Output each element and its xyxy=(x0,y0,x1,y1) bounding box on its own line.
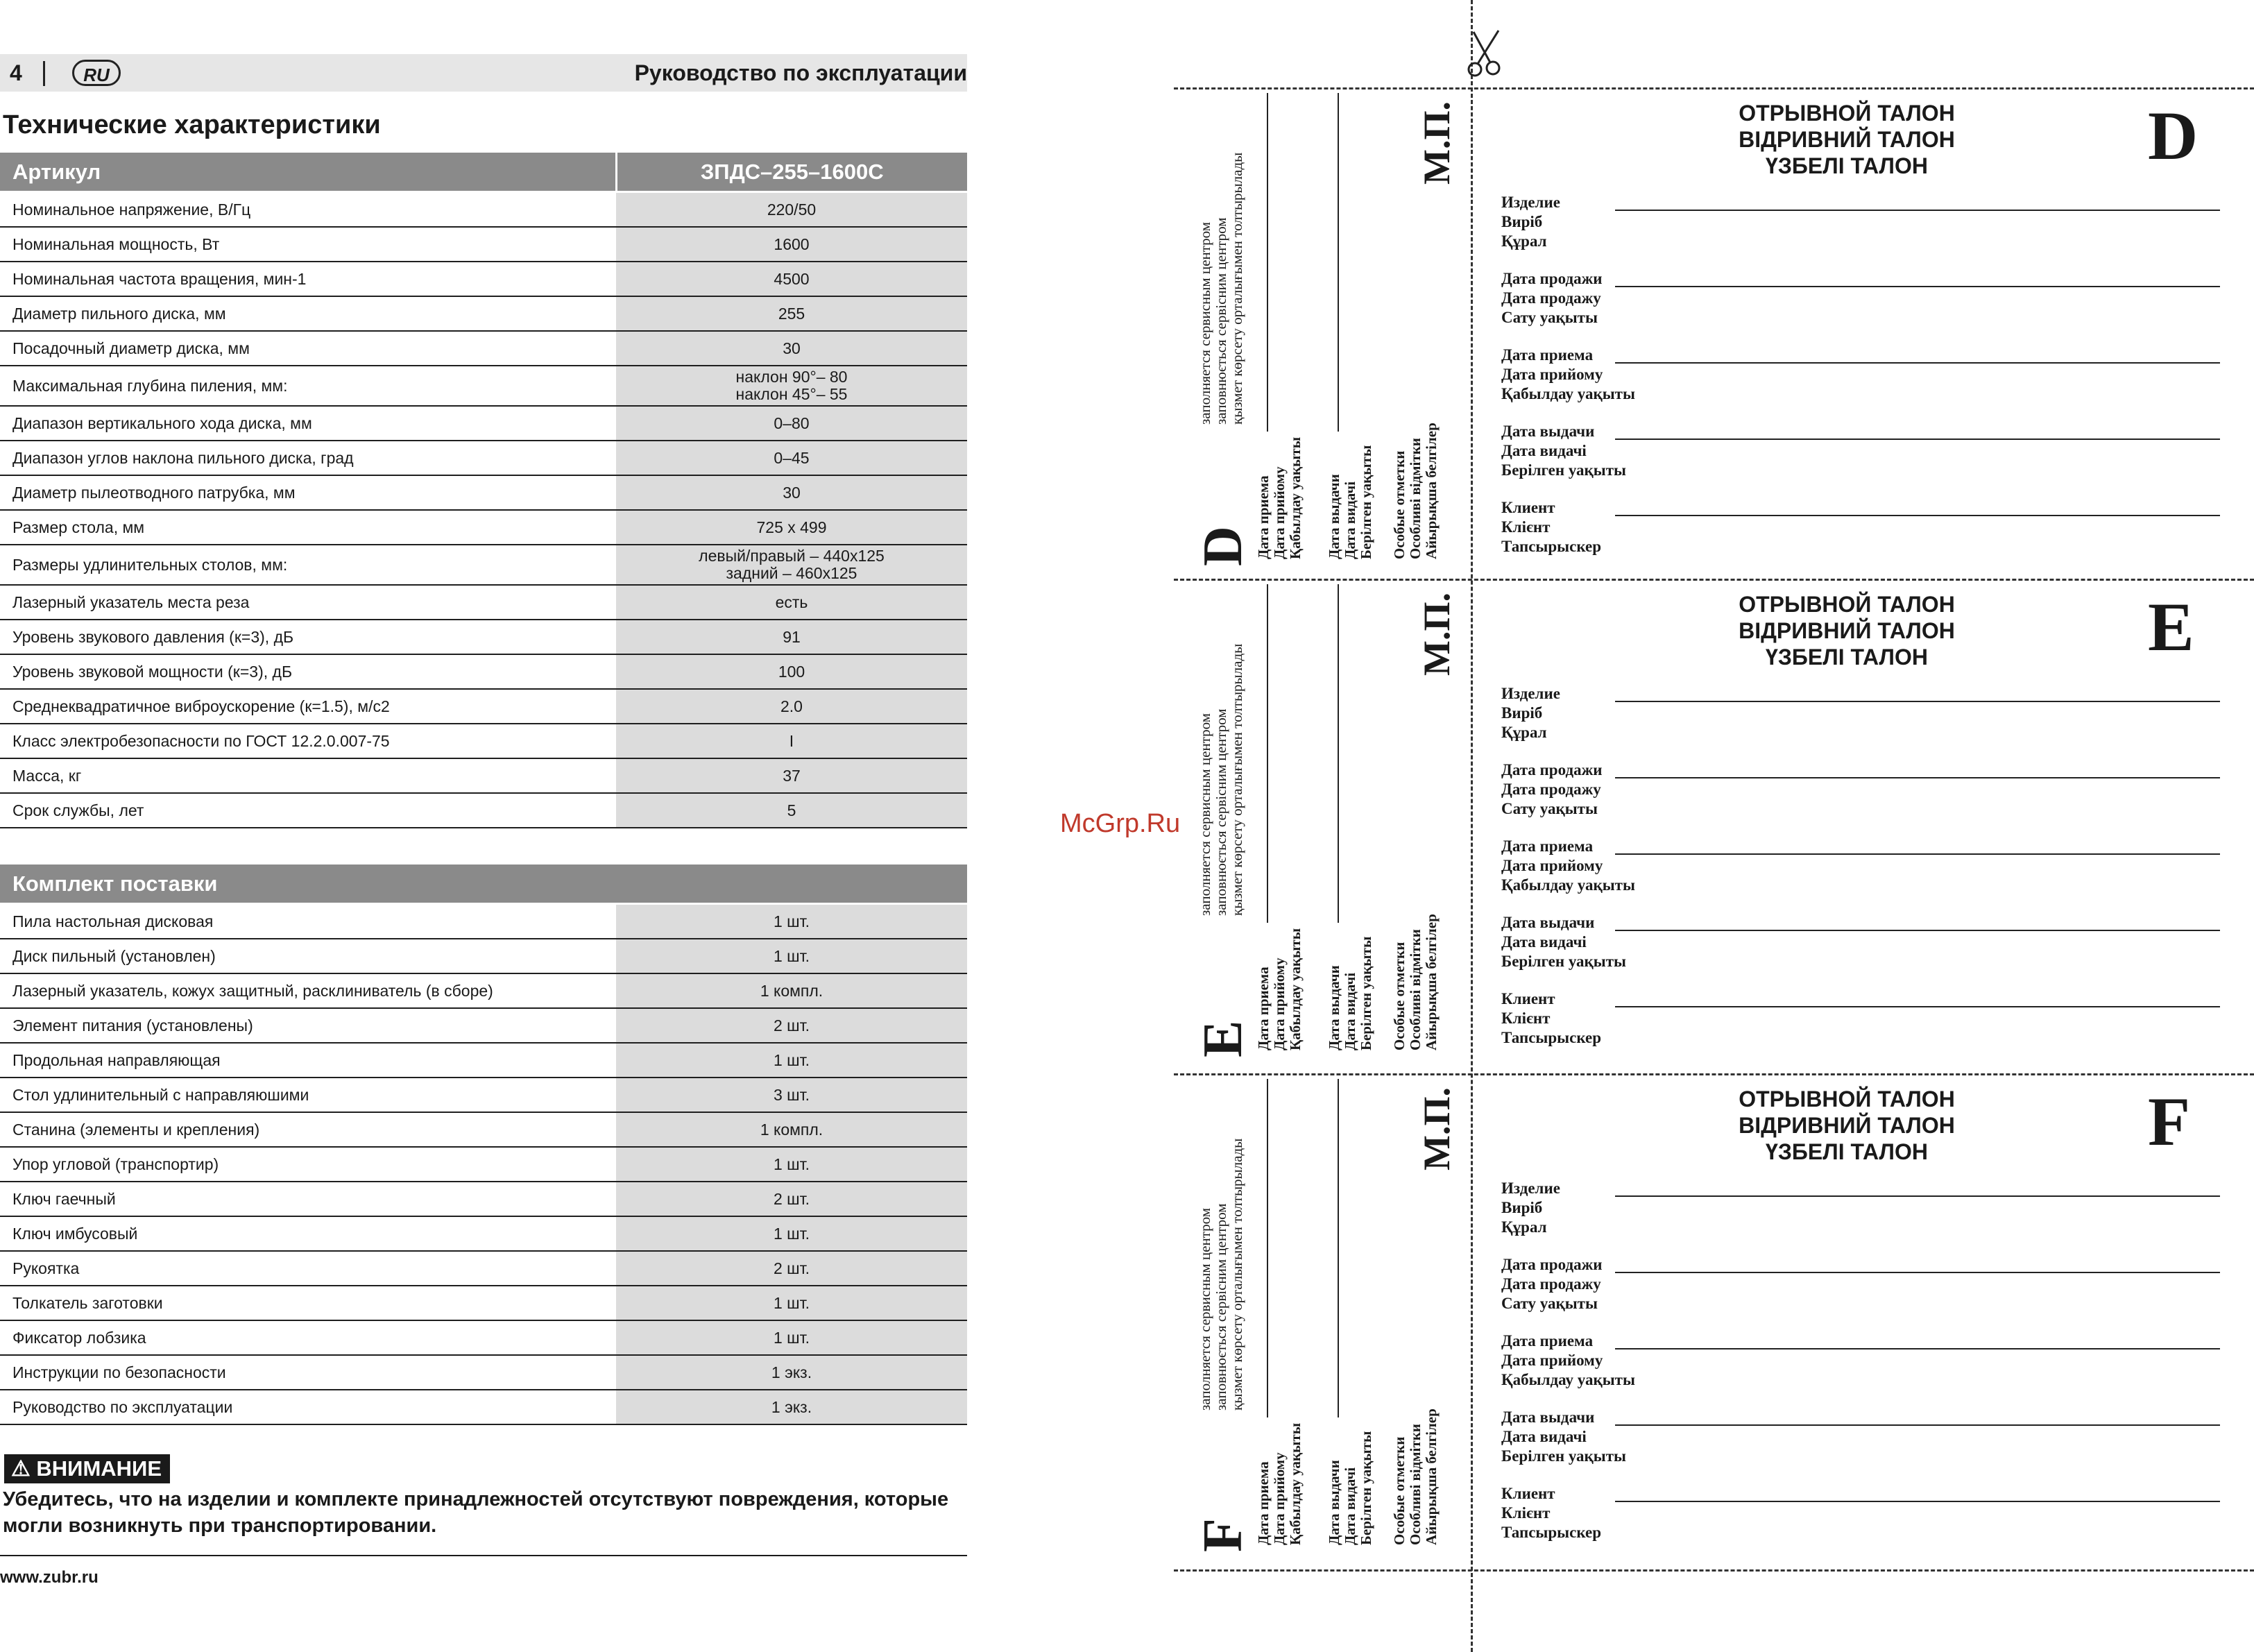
coupon-field-label: Дата приема xyxy=(1501,346,1594,364)
stub-service-note xyxy=(1197,153,1245,425)
coupon-field-label: Құрал xyxy=(1501,1218,1547,1236)
kit-value: 1 шт. xyxy=(616,1147,967,1182)
stub-line-recv xyxy=(1267,93,1268,432)
spec-row xyxy=(0,758,967,793)
coupon-field-label: Берілген уақыты xyxy=(1501,1447,1627,1465)
kit-label: Элемент питания (установлены) xyxy=(0,1008,616,1043)
spec-row xyxy=(0,585,967,620)
specs-head-article: Артикул xyxy=(0,153,616,192)
coupon-field-label: Дата продажу xyxy=(1501,781,1601,798)
coupon-letter: E xyxy=(2148,588,2194,665)
coupon-field-label: Виріб xyxy=(1501,704,1543,722)
spec-label: Диаметр пильного диска, мм xyxy=(0,296,616,331)
stub-issue-labels xyxy=(1326,1431,1374,1545)
spec-value: 37 xyxy=(616,758,967,793)
coupon-field-line xyxy=(1615,1006,2220,1007)
spec-label: Класс электробезопасности по ГОСТ 12.2.0.007-75 xyxy=(0,724,616,758)
coupon-field-label: Клієнт xyxy=(1501,1504,1551,1522)
spec-label: Диапазон углов наклона пильного диска, град xyxy=(0,441,616,475)
stub-service-line: қызмет көрсету орталығымен толтырылады xyxy=(1229,152,1245,425)
stub-service-line: қызмет көрсету орталығымен толтырылады xyxy=(1229,1138,1245,1411)
kit-label: Фиксатор лобзика xyxy=(0,1320,616,1355)
coupon-field-line xyxy=(1615,1348,2220,1349)
spec-row xyxy=(0,793,967,828)
spec-label: Размеры удлинительных столов, мм: xyxy=(0,545,616,585)
warning-triangle-icon: ⚠ xyxy=(11,1456,37,1481)
coupon-field-label: Құрал xyxy=(1501,724,1547,741)
kit-label: Инструкции по безопасности xyxy=(0,1355,616,1390)
coupon-field-label: Дата продажи xyxy=(1501,761,1603,778)
spec-label: Масса, кг xyxy=(0,758,616,793)
spec-row xyxy=(0,689,967,724)
kit-value: 1 шт. xyxy=(616,1216,967,1251)
spec-label: Посадочный диаметр диска, мм xyxy=(0,331,616,366)
kit-row xyxy=(0,973,967,1008)
specs-section-title: Технические характеристики xyxy=(3,110,381,139)
kit-label: Станина (элементы и крепления) xyxy=(0,1112,616,1147)
stub-service-line: заполняется сервисным центром xyxy=(1197,221,1213,425)
language-badge: RU xyxy=(72,60,121,86)
kit-value: 1 компл. xyxy=(616,1112,967,1147)
coupon-field-label: Берілген уақыты xyxy=(1501,953,1627,970)
kit-label: Толкатель заготовки xyxy=(0,1286,616,1320)
coupon-field-label: Дата видачі xyxy=(1501,1428,1587,1445)
coupon-field-label: Қабылдау уақыты xyxy=(1501,1371,1635,1388)
coupon-field-label: Құрал xyxy=(1501,232,1547,250)
coupon-field xyxy=(1501,498,1601,556)
kit-label: Ключ гаечный xyxy=(0,1182,616,1216)
coupon-field xyxy=(1501,422,1626,480)
kit-label: Диск пильный (установлен) xyxy=(0,939,616,973)
stub-service-line: заповнюється сервісним центром xyxy=(1213,708,1229,916)
stub-issue-line: Дата видачі xyxy=(1342,972,1358,1050)
spec-value: 255 xyxy=(616,296,967,331)
stub-issue-labels xyxy=(1326,445,1374,559)
specs-head-model: ЗПДС–255–1600С xyxy=(616,153,967,192)
stub-service-line: заполняется сервисным центром xyxy=(1197,1207,1213,1411)
spec-row xyxy=(0,654,967,689)
coupon-field-label: Клієнт xyxy=(1501,518,1551,536)
spec-value: 5 xyxy=(616,793,967,828)
coupon-field-label: Виріб xyxy=(1501,213,1543,230)
stub-issue-line: Дата видачі xyxy=(1342,481,1358,559)
coupon-field-label: Клиент xyxy=(1501,990,1555,1007)
stub-issue-line: Берілген уақыты xyxy=(1358,445,1374,559)
kit-value: 1 шт. xyxy=(616,1043,967,1078)
coupon-field-line xyxy=(1615,210,2220,211)
coupon-title-line: ҮЗБЕЛІ ТАЛОН xyxy=(1766,645,1928,670)
coupon-field-label: Виріб xyxy=(1501,1199,1543,1216)
spec-label: Диапазон вертикального хода диска, мм xyxy=(0,406,616,441)
coupon-field-label: Қабылдау уақыты xyxy=(1501,385,1635,402)
kit-row xyxy=(0,1286,967,1320)
coupon-field-line xyxy=(1615,777,2220,778)
stub-notes-line: Особливі відмітки xyxy=(1407,1424,1424,1545)
coupon-field xyxy=(1501,193,1560,251)
coupon-title-line: ОТРЫВНОЙ ТАЛОН xyxy=(1739,592,1955,617)
spec-row xyxy=(0,620,967,654)
warning-label-text: ВНИМАНИЕ xyxy=(36,1456,162,1481)
stub-recv-line: Дата прийому xyxy=(1271,957,1288,1050)
coupon-title-line: ҮЗБЕЛІ ТАЛОН xyxy=(1766,153,1928,178)
stub-notes-labels xyxy=(1392,1408,1440,1545)
coupon-title-line: ВІДРИВНИЙ ТАЛОН xyxy=(1739,127,1955,152)
kit-head: Комплект поставки xyxy=(0,865,967,904)
stub-stamp-mark: М.П. xyxy=(1416,593,1458,676)
scissors-icon xyxy=(1465,26,1514,82)
kit-row xyxy=(0,1355,967,1390)
stub-line-recv xyxy=(1267,584,1268,923)
spec-value: 91 xyxy=(616,620,967,654)
spec-row xyxy=(0,724,967,758)
kit-row xyxy=(0,1008,967,1043)
coupon-field-label: Берілген уақыты xyxy=(1501,461,1627,479)
stub-notes-line: Особые отметки xyxy=(1391,450,1408,559)
coupon-field-label: Тапсырыскер xyxy=(1501,538,1602,555)
spec-value: 2.0 xyxy=(616,689,967,724)
kit-row xyxy=(0,1390,967,1424)
coupon-field-line xyxy=(1615,362,2220,364)
stub-recv-line: Дата прийому xyxy=(1271,1452,1288,1545)
stub-recv-line: Қабылдау уақыты xyxy=(1287,436,1304,559)
spec-value: I xyxy=(616,724,967,758)
stub-recv-line: Дата приема xyxy=(1255,475,1272,559)
specs-table xyxy=(0,153,967,828)
stub-notes-line: Айырықша белгілер xyxy=(1423,914,1440,1050)
spec-label: Максимальная глубина пиления, мм: xyxy=(0,366,616,406)
stub-letter: E xyxy=(1193,1020,1254,1057)
kit-row xyxy=(0,939,967,973)
coupon-field-line xyxy=(1615,1501,2220,1502)
stub-stamp-mark: М.П. xyxy=(1416,101,1458,185)
coupon-field-line xyxy=(1615,853,2220,855)
coupon-stub xyxy=(1179,87,1471,566)
kit-label: Ключ имбусовый xyxy=(0,1216,616,1251)
coupon-title-line: ОТРЫВНОЙ ТАЛОН xyxy=(1739,101,1955,126)
stub-notes-line: Особливі відмітки xyxy=(1407,929,1424,1050)
stub-letter: F xyxy=(1193,1518,1254,1552)
coupon-field-label: Дата прийому xyxy=(1501,1352,1603,1369)
kit-value: 1 экз. xyxy=(616,1390,967,1424)
stub-notes-labels xyxy=(1392,914,1440,1050)
coupon-field-label: Дата продажу xyxy=(1501,289,1601,307)
coupon-stub xyxy=(1179,1073,1471,1552)
coupon-field-line xyxy=(1615,438,2220,440)
spec-label: Лазерный указатель места реза xyxy=(0,585,616,620)
stub-recv-labels xyxy=(1256,437,1304,559)
coupon-field-label: Дата продажу xyxy=(1501,1275,1601,1293)
coupon-title xyxy=(1639,1086,2055,1165)
coupon-field-label: Сату уақыты xyxy=(1501,1295,1598,1312)
kit-value: 2 шт. xyxy=(616,1251,967,1286)
spec-value: 1600 xyxy=(616,227,967,262)
stub-notes-line: Особые отметки xyxy=(1391,1436,1408,1545)
kit-row xyxy=(0,1251,967,1286)
spec-row xyxy=(0,331,967,366)
coupon-field xyxy=(1501,913,1626,971)
stub-service-line: заповнюється сервісним центром xyxy=(1213,1203,1229,1411)
kit-label: Пила настольная дисковая xyxy=(0,904,616,939)
coupon-field xyxy=(1501,837,1635,895)
stub-letter: D xyxy=(1193,526,1254,566)
spec-value: 725 х 499 xyxy=(616,510,967,545)
stub-issue-line: Дата видачі xyxy=(1342,1467,1358,1545)
stub-service-line: заповнюється сервісним центром xyxy=(1213,217,1229,425)
stub-issue-line: Дата выдачи xyxy=(1326,965,1342,1050)
vertical-cut-line xyxy=(1471,0,1473,1652)
coupon-title-line: ВІДРИВНИЙ ТАЛОН xyxy=(1739,1113,1955,1138)
stub-stamp-mark: М.П. xyxy=(1416,1087,1458,1170)
spec-row xyxy=(0,227,967,262)
coupon-field xyxy=(1501,1255,1603,1313)
coupon-title xyxy=(1639,100,2055,179)
coupon-field-line xyxy=(1615,701,2220,702)
coupon-field xyxy=(1501,989,1601,1048)
footer-rule xyxy=(0,1555,967,1556)
stub-issue-line: Берілген уақыты xyxy=(1358,936,1374,1050)
spec-label: Уровень звуковой мощности (к=3), дБ xyxy=(0,654,616,689)
coupon-field-line xyxy=(1615,1272,2220,1273)
coupon-title xyxy=(1639,591,2055,670)
kit-row xyxy=(0,1078,967,1112)
stub-issue-labels xyxy=(1326,937,1374,1050)
stub-notes-labels xyxy=(1392,423,1440,559)
coupon-field-label: Дата видачі xyxy=(1501,933,1587,951)
kit-value: 2 шт. xyxy=(616,1008,967,1043)
coupon-field xyxy=(1501,1179,1560,1237)
spec-value: есть xyxy=(616,585,967,620)
spec-value: 100 xyxy=(616,654,967,689)
coupon-letter: D xyxy=(2148,97,2198,174)
spec-row xyxy=(0,192,967,228)
coupon-field-label: Сату уақыты xyxy=(1501,800,1598,817)
spec-label: Размер стола, мм xyxy=(0,510,616,545)
kit-value: 2 шт. xyxy=(616,1182,967,1216)
spec-label: Номинальная мощность, Вт xyxy=(0,227,616,262)
spec-row xyxy=(0,366,967,406)
coupon-field-label: Дата выдачи xyxy=(1501,423,1595,440)
coupon-field xyxy=(1501,684,1560,742)
kit-label: Лазерный указатель, кожух защитный, расклиниватель (в сборе) xyxy=(0,973,616,1008)
coupon-field-label: Изделие xyxy=(1501,194,1560,211)
coupon-title-line: ВІДРИВНИЙ ТАЛОН xyxy=(1739,618,1955,643)
spec-value: 0–80 xyxy=(616,406,967,441)
coupon-field xyxy=(1501,346,1635,404)
stub-recv-line: Қабылдау уақыты xyxy=(1287,1422,1304,1545)
spec-value: наклон 90°– 80 наклон 45°– 55 xyxy=(616,366,967,406)
stub-line-recv xyxy=(1267,1079,1268,1417)
website-link[interactable]: www.zubr.ru xyxy=(0,1568,99,1587)
kit-label: Продольная направляющая xyxy=(0,1043,616,1078)
spec-label: Срок службы, лет xyxy=(0,793,616,828)
kit-row xyxy=(0,1182,967,1216)
spec-value: 30 xyxy=(616,331,967,366)
coupon-field-line xyxy=(1615,286,2220,287)
stub-notes-line: Айырықша белгілер xyxy=(1423,1408,1440,1545)
kit-label: Руководство по эксплуатации xyxy=(0,1390,616,1424)
stub-line-issue xyxy=(1338,93,1339,432)
spec-label: Диаметр пылеотводного патрубка, мм xyxy=(0,475,616,510)
coupon-title-line: ОТРЫВНОЙ ТАЛОН xyxy=(1739,1087,1955,1112)
spec-label: Номинальное напряжение, В/Гц xyxy=(0,192,616,228)
spec-row xyxy=(0,441,967,475)
spec-value: 30 xyxy=(616,475,967,510)
stub-recv-line: Қабылдау уақыты xyxy=(1287,928,1304,1050)
spec-value: 0–45 xyxy=(616,441,967,475)
coupon-field-label: Дата прийому xyxy=(1501,366,1603,383)
spec-row xyxy=(0,475,967,510)
stub-recv-line: Дата приема xyxy=(1255,966,1272,1050)
stub-service-note xyxy=(1197,644,1245,916)
stub-notes-line: Особливі відмітки xyxy=(1407,438,1424,559)
coupon-field xyxy=(1501,1484,1601,1542)
bottom-cut-line xyxy=(1174,1569,2254,1572)
coupon-field-label: Қабылдау уақыты xyxy=(1501,876,1635,894)
kit-row xyxy=(0,1043,967,1078)
coupon-field-label: Дата видачі xyxy=(1501,442,1587,459)
stub-recv-labels xyxy=(1256,1423,1304,1545)
stub-line-issue xyxy=(1338,1079,1339,1417)
spec-label: Номинальная частота вращения, мин-1 xyxy=(0,262,616,296)
kit-table xyxy=(0,865,967,1425)
stub-service-note xyxy=(1197,1139,1245,1411)
spec-row xyxy=(0,510,967,545)
spec-value: 4500 xyxy=(616,262,967,296)
coupon-field xyxy=(1501,1408,1626,1466)
stub-service-line: заполняется сервисным центром xyxy=(1197,713,1213,916)
coupon-field xyxy=(1501,269,1603,327)
stub-issue-line: Дата выдачи xyxy=(1326,1460,1342,1545)
kit-row xyxy=(0,1147,967,1182)
coupon-field-label: Дата приема xyxy=(1501,837,1594,855)
coupon-stub xyxy=(1179,579,1471,1057)
coupon-field-line xyxy=(1615,930,2220,931)
stub-recv-labels xyxy=(1256,928,1304,1050)
watermark: McGrp.Ru xyxy=(1060,809,1181,838)
coupon-field-label: Дата прийому xyxy=(1501,857,1603,874)
kit-label: Рукоятка xyxy=(0,1251,616,1286)
coupon-field-label: Изделие xyxy=(1501,1180,1560,1197)
spec-row xyxy=(0,296,967,331)
kit-row xyxy=(0,1112,967,1147)
stub-issue-line: Берілген уақыты xyxy=(1358,1431,1374,1545)
spec-label: Среднеквадратичное виброускорение (к=1.5), м/с2 xyxy=(0,689,616,724)
stub-line-issue xyxy=(1338,584,1339,923)
coupon-field-label: Сату уақыты xyxy=(1501,309,1598,326)
coupon-field-label: Тапсырыскер xyxy=(1501,1029,1602,1046)
kit-value: 3 шт. xyxy=(616,1078,967,1112)
kit-value: 1 шт. xyxy=(616,1320,967,1355)
header-separator xyxy=(43,61,45,86)
coupon-field-line xyxy=(1615,1195,2220,1197)
coupon-field-label: Дата приема xyxy=(1501,1332,1594,1349)
coupon-field xyxy=(1501,760,1603,819)
warning-text: Убедитесь, что на изделии и комплекте принадлежностей отсутствуют повреждения, которые могли возникнуть при транспортировании. xyxy=(3,1488,949,1537)
spec-label: Уровень звукового давления (к=3), дБ xyxy=(0,620,616,654)
stub-issue-line: Дата выдачи xyxy=(1326,474,1342,559)
spec-value: левый/правый – 440х125 задний – 460х125 xyxy=(616,545,967,585)
coupon-field-label: Тапсырыскер xyxy=(1501,1524,1602,1541)
coupon-field-line xyxy=(1615,515,2220,516)
spec-row xyxy=(0,406,967,441)
kit-label: Стол удлинительный с направляюшими xyxy=(0,1078,616,1112)
stub-notes-line: Айырықша белгілер xyxy=(1423,423,1440,559)
kit-row xyxy=(0,1216,967,1251)
kit-row xyxy=(0,1320,967,1355)
page-number: 4 xyxy=(10,60,22,85)
stub-notes-line: Особые отметки xyxy=(1391,942,1408,1050)
coupon-field-line xyxy=(1615,1424,2220,1426)
spec-row xyxy=(0,262,967,296)
kit-value: 1 шт. xyxy=(616,939,967,973)
stub-recv-line: Дата прийому xyxy=(1271,466,1288,559)
coupon-field-label: Дата выдачи xyxy=(1501,914,1595,931)
spec-value: 220/50 xyxy=(616,192,967,228)
kit-value: 1 шт. xyxy=(616,1286,967,1320)
coupon-field xyxy=(1501,1331,1635,1390)
warning-label xyxy=(4,1454,170,1483)
stub-service-line: қызмет көрсету орталығымен толтырылады xyxy=(1229,643,1245,916)
stub-recv-line: Дата приема xyxy=(1255,1461,1272,1545)
coupon-field-label: Изделие xyxy=(1501,685,1560,702)
manual-title: Руководство по эксплуатации xyxy=(634,60,967,85)
coupon-title-line: ҮЗБЕЛІ ТАЛОН xyxy=(1766,1139,1928,1164)
coupon-field-label: Дата выдачи xyxy=(1501,1408,1595,1426)
coupon-field-label: Клієнт xyxy=(1501,1010,1551,1027)
kit-label: Упор угловой (транспортир) xyxy=(0,1147,616,1182)
coupon-field-label: Дата продажи xyxy=(1501,270,1603,287)
kit-value: 1 экз. xyxy=(616,1355,967,1390)
kit-value: 1 шт. xyxy=(616,904,967,939)
kit-value: 1 компл. xyxy=(616,973,967,1008)
coupon-field-label: Дата продажи xyxy=(1501,1256,1603,1273)
spec-row xyxy=(0,545,967,585)
coupon-letter: F xyxy=(2148,1083,2191,1160)
kit-row xyxy=(0,904,967,939)
coupon-field-label: Клиент xyxy=(1501,1485,1555,1502)
coupon-field-label: Клиент xyxy=(1501,499,1555,516)
